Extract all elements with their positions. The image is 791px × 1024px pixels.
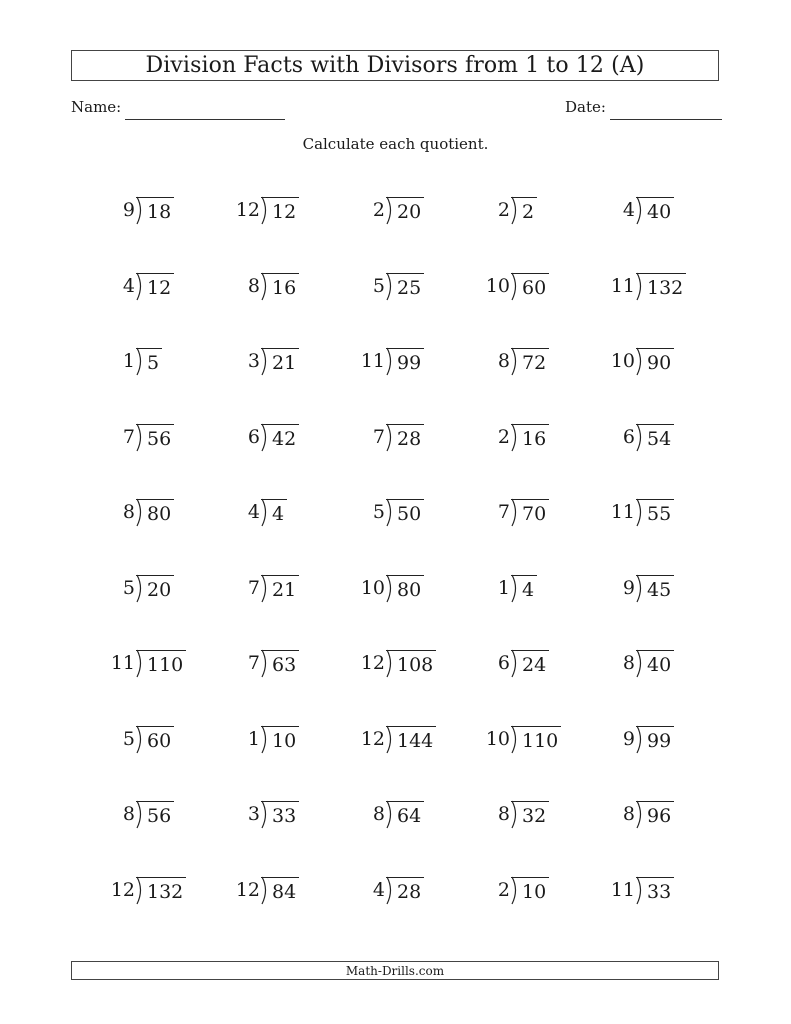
dividend: 21 — [261, 348, 299, 377]
divisor: 8 — [122, 803, 135, 825]
divisor: 3 — [247, 350, 260, 372]
divisor: 3 — [247, 803, 260, 825]
divisor: 1 — [497, 576, 510, 599]
dividend: 80 — [136, 499, 174, 528]
dividend: 110 — [511, 726, 561, 755]
dividend: 96 — [636, 801, 674, 830]
divisor: 11 — [610, 274, 635, 297]
divisor: 12 — [235, 199, 260, 221]
dividend: 4 — [511, 575, 537, 604]
dividend: 50 — [386, 499, 424, 528]
divisor: 10 — [360, 576, 385, 599]
dividend: 99 — [636, 726, 674, 755]
dividend: 54 — [636, 424, 674, 453]
instructions: Calculate each quotient. — [302, 135, 489, 153]
divisor: 4 — [247, 501, 260, 523]
dividend: 16 — [261, 273, 299, 302]
divisor: 10 — [610, 350, 635, 372]
dividend: 10 — [261, 726, 299, 755]
dividend: 12 — [261, 197, 299, 226]
divisor: 12 — [110, 878, 135, 901]
divisor: 8 — [622, 652, 635, 674]
divisor: 7 — [247, 576, 260, 599]
divisor: 6 — [497, 652, 510, 674]
dividend: 33 — [636, 877, 674, 906]
name-label: Name: — [71, 98, 122, 116]
divisor: 7 — [372, 425, 385, 448]
dividend: 45 — [636, 575, 674, 604]
divisor: 2 — [497, 425, 510, 448]
divisor: 6 — [622, 425, 635, 448]
divisor: 5 — [372, 501, 385, 523]
dividend: 18 — [136, 197, 174, 226]
dividend: 40 — [636, 650, 674, 679]
dividend: 60 — [511, 273, 549, 302]
divisor: 1 — [122, 350, 135, 372]
divisor: 9 — [622, 576, 635, 599]
divisor: 8 — [622, 803, 635, 825]
dividend: 20 — [386, 197, 424, 226]
dividend: 64 — [386, 801, 424, 830]
dividend: 20 — [136, 575, 174, 604]
dividend: 70 — [511, 499, 549, 528]
dividend: 99 — [386, 348, 424, 377]
divisor: 12 — [360, 652, 385, 674]
dividend: 55 — [636, 499, 674, 528]
dividend: 132 — [636, 273, 686, 302]
divisor: 4 — [372, 878, 385, 901]
dividend: 108 — [386, 650, 436, 679]
divisor: 11 — [360, 350, 385, 372]
divisor: 11 — [610, 878, 635, 901]
divisor: 4 — [622, 199, 635, 221]
dividend: 24 — [511, 650, 549, 679]
footer-text: Math-Drills.com — [345, 963, 445, 978]
dividend: 21 — [261, 575, 299, 604]
divisor: 11 — [610, 501, 635, 523]
divisor: 9 — [622, 727, 635, 750]
divisor: 5 — [122, 576, 135, 599]
date-label: Date: — [565, 98, 606, 116]
dividend: 56 — [136, 424, 174, 453]
divisor: 7 — [497, 501, 510, 523]
divisor: 9 — [122, 199, 135, 221]
dividend: 132 — [136, 877, 186, 906]
dividend: 5 — [136, 348, 162, 377]
dividend: 110 — [136, 650, 186, 679]
dividend: 84 — [261, 877, 299, 906]
dividend: 28 — [386, 877, 424, 906]
dividend: 63 — [261, 650, 299, 679]
divisor: 5 — [372, 274, 385, 297]
divisor: 8 — [372, 803, 385, 825]
dividend: 28 — [386, 424, 424, 453]
dividend: 40 — [636, 197, 674, 226]
divisor: 2 — [497, 878, 510, 901]
divisor: 8 — [497, 350, 510, 372]
dividend: 80 — [386, 575, 424, 604]
dividend: 90 — [636, 348, 674, 377]
dividend: 25 — [386, 273, 424, 302]
divisor: 8 — [247, 274, 260, 297]
dividend: 33 — [261, 801, 299, 830]
divisor: 8 — [122, 501, 135, 523]
divisor: 10 — [485, 727, 510, 750]
divisor: 8 — [497, 803, 510, 825]
divisor: 2 — [372, 199, 385, 221]
dividend: 32 — [511, 801, 549, 830]
divisor: 4 — [122, 274, 135, 297]
dividend: 144 — [386, 726, 436, 755]
dividend: 10 — [511, 877, 549, 906]
footer-box — [71, 961, 719, 980]
dividend: 60 — [136, 726, 174, 755]
dividend: 4 — [261, 499, 287, 528]
dividend: 16 — [511, 424, 549, 453]
divisor: 6 — [247, 425, 260, 448]
worksheet-title: Division Facts with Divisors from 1 to 12 (A) — [145, 53, 645, 78]
divisor: 5 — [122, 727, 135, 750]
divisor: 12 — [360, 727, 385, 750]
dividend: 2 — [511, 197, 537, 226]
dividend: 42 — [261, 424, 299, 453]
divisor: 1 — [247, 727, 260, 750]
divisor: 10 — [485, 274, 510, 297]
dividend: 12 — [136, 273, 174, 302]
divisor: 7 — [247, 652, 260, 674]
divisor: 12 — [235, 878, 260, 901]
dividend: 72 — [511, 348, 549, 377]
divisor: 11 — [110, 652, 135, 674]
divisor: 7 — [122, 425, 135, 448]
dividend: 56 — [136, 801, 174, 830]
divisor: 2 — [497, 199, 510, 221]
